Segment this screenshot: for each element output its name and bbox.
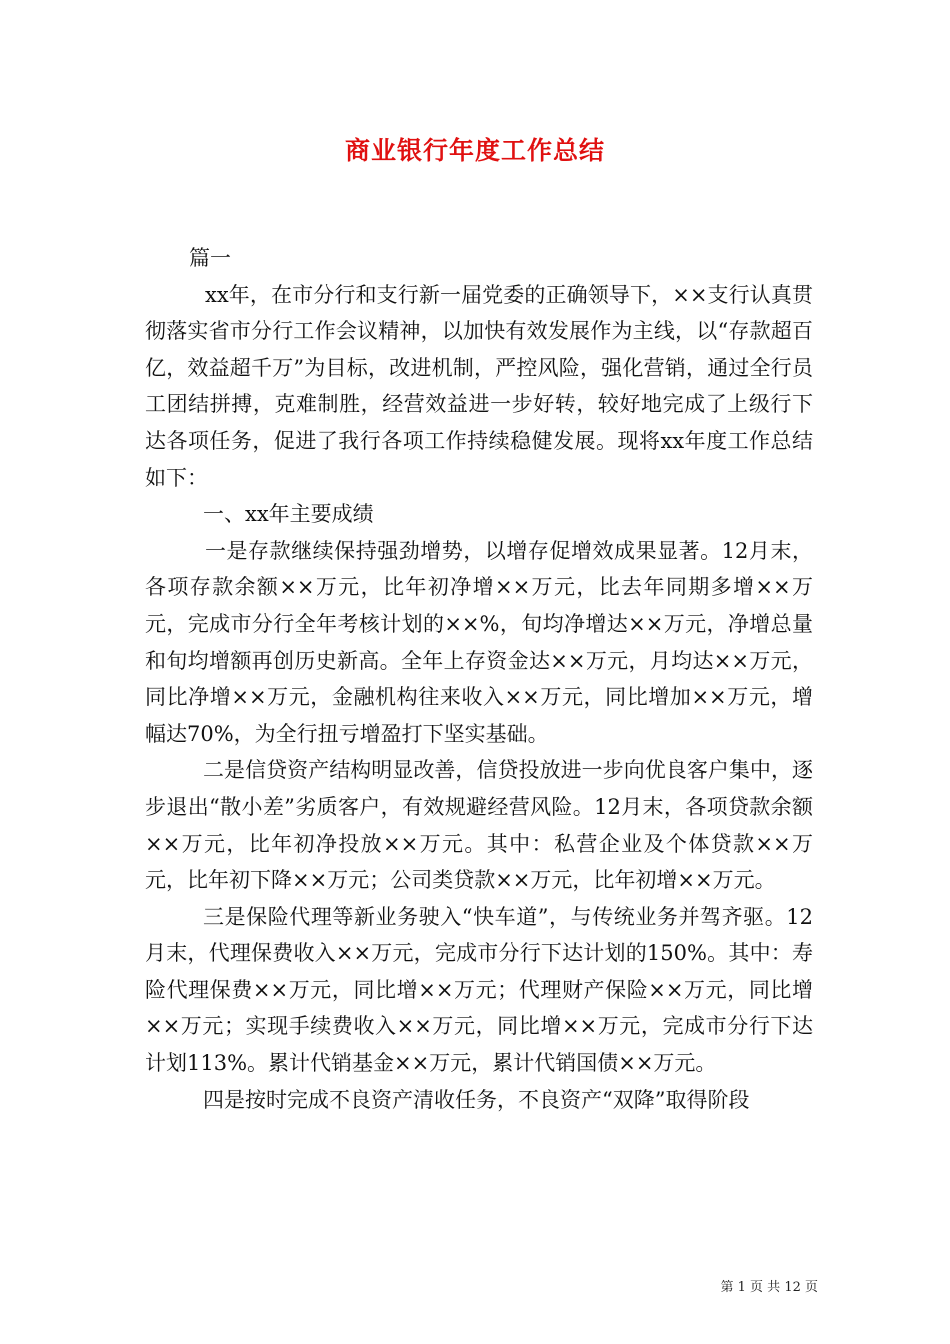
paragraph-intro: xx年，在市分行和支行新一届党委的正确领导下，××支行认真贯彻落实省市分行工作会议精神，以加快有效发展作为主线，以“存款超百亿，效益超千万”为目标，改进机制，严控风险，强化营销，通过全行员工团结拼搏，克难制胜，经营效益进一步好转，较好地完成了上级行下达各项任务，促进了我行各项工作持续稳健发展。现将xx年度工作总结如下： — [145, 282, 813, 490]
paragraph-heading-achievements: 一、xx年主要成绩 — [203, 502, 374, 527]
paragraph-credit: 二是信贷资产结构明显改善，信贷投放进一步向优良客户集中，逐步退出“散小差”劣质客户，有效规避经营风险。12月末，各项贷款余额××万元，比年初净投放××万元。其中：私营企业及个体贷款××万元，比年初下降××万元；公司类贷款××万元，比年初增××万元。 — [145, 758, 813, 893]
page-footer: 第 1 页 共 12 页 — [720, 1280, 818, 1295]
paragraph-deposits: 一是存款继续保持强劲增势，以增存促增效成果显著。12月末，各项存款余额××万元，比年初净增××万元，比去年同期多增××万元，完成市分行全年考核计划的××%，旬均净增达××万元，净增总量和旬均增额再创历史新高。全年上存资金达××万元，月均达××万元，同比净增××万元，金融机构往来收入××万元，同比增加××万元，增幅达70%，为全行扭亏增盈打下坚实基础。 — [145, 538, 813, 746]
paragraph-nonperforming: 四是按时完成不良资产清收任务，不良资产“双降”取得阶段 — [203, 1087, 750, 1112]
document-title: 商业银行年度工作总结 — [344, 136, 605, 165]
paragraph-insurance: 三是保险代理等新业务驶入“快车道”，与传统业务并驾齐驱。12月末，代理保费收入××万元，完成市分行下达计划的150%。其中：寿险代理保费××万元，同比增××万元；代理财产保险××万元，同比增××万元；实现手续费收入××万元，同比增××万元，完成市分行下达计划113%。累计代销基金××万元，累计代销国债××万元。 — [145, 904, 813, 1076]
document-body — [145, 240, 813, 1118]
section-label: 篇一 — [189, 246, 231, 270]
